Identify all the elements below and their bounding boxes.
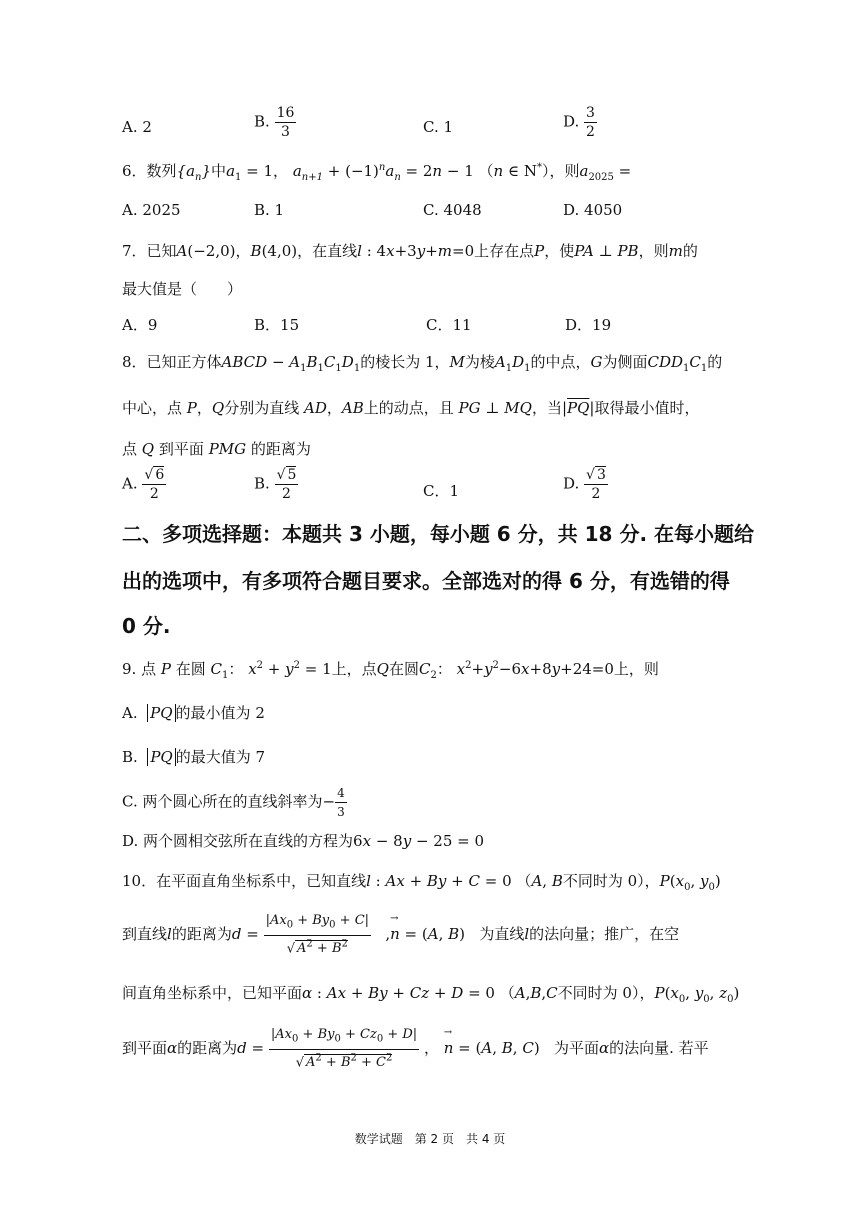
section2-heading-line3: 0 分.	[122, 614, 171, 638]
section2-heading-line1: 二、多项选择题：本题共 3 小题，每小题 6 分，共 18 分. 在每小题给	[122, 522, 755, 546]
q5-option-d	[563, 104, 597, 141]
q9-stem: 9. 点 P 在圆 $C_1$： $x^2 + y^2 = 1$上，点Q在圆$C_2$： $x^2+y^2-6x+8y+24=0$上，则	[122, 660, 659, 681]
q6-option-c: C. 4048	[423, 201, 482, 219]
q9-option-c: C. 两个圆心所在的直线斜率为− $\frac{4}{3}$	[122, 786, 345, 819]
q5-option-a: A. 2	[122, 118, 152, 136]
q6-stem: 6．数列$\{a_n\}$中$a_1 = 1$， $a_{n+1} + (-1)^na_n = 2n - 1$ （n ∈ N*），则$a_{2025}$ =	[122, 162, 632, 183]
q9-option-b: B. PQ 的最大值为 7	[122, 748, 266, 766]
q7-stem: 7．已知A(−2,0)，B(4,0)，在直线l : 4x+3y+m=0上存在点P，使PA ⊥ PB，则m的	[122, 242, 698, 260]
q5-option-b-prefix: B.	[254, 112, 270, 131]
q5-option-d-fraction: $\frac{3}{2}$	[586, 105, 595, 140]
q7-option-c: C．11	[426, 316, 472, 334]
q7-stem-line2: 最大值是（ ）	[122, 280, 243, 298]
q5-option-d-prefix: D.	[563, 112, 580, 131]
q7-option-d: D．19	[565, 316, 612, 334]
q8-option-c: C．1	[423, 482, 460, 500]
page-footer: 数学试题 第 2 页 共 4 页	[354, 1132, 506, 1146]
q8-stem: 8．已知正方体ABCD − $A_1B_1C_1D_1$的棱长为 1，M为棱$A_1D_1$的中点，G为侧面$CDD_1C_1$的	[122, 353, 723, 374]
q6-option-d: D. 4050	[563, 201, 623, 219]
q9-option-d: D. 两个圆相交弦所在直线的方程为6x − 8y − 25 = 0	[122, 832, 485, 850]
q5-option-b-fraction: $\frac{16}{3}$	[276, 105, 295, 140]
q6-option-a: A. 2025	[122, 201, 181, 219]
q10-stem-line2: 到直线l的距离为d = $\frac{|Ax_0 + By_0 + C|}{√ A^2 + B^2}$ ,→ n = (A, B) 为直线l的法向量；推广，在空	[122, 912, 679, 958]
q8-stem-line2: 中心，点 P，Q分别为直线 AD，AB上的动点，且 PG ⊥ MQ，当$|\overline{PQ}|$取得最小值时，	[122, 399, 700, 417]
q10-stem-line4: 到平面α的距离为d = $\frac{|Ax_0 + By_0 + Cz_0 + D|}{√ A^2 + B^2 + C^2}$ ， → n = (A, B, C) 为平面α的法向量. 若平	[122, 1026, 709, 1072]
q10-stem-line1: 10．在平面直角坐标系中，已知直线l : Ax + By + C = 0 （A, B不同时为 0），$P(x_0$, $y_0$)	[122, 872, 721, 893]
q7-option-b: B．15	[254, 316, 300, 334]
q8-option-b: B. $\frac{√ 5}{2}$	[254, 467, 297, 502]
q7-option-a: A．9	[122, 316, 158, 334]
section2-heading-line2: 出的选项中，有多项符合题目要求。全部选对的得 6 分，有选错的得	[122, 569, 730, 593]
q6-option-b: B. 1	[254, 201, 285, 219]
q8-option-a: A. $\frac{√ 6}{2}$	[122, 467, 165, 502]
q5-option-b	[254, 104, 296, 141]
q8-stem-line3: 点 Q 到平面 PMG 的距离为	[122, 440, 311, 458]
q8-option-d: D. $\frac{√ 3}{2}$	[563, 467, 606, 502]
q9-option-a: A. PQ 的最小值为 2	[122, 704, 265, 722]
q5-option-c: C. 1	[423, 118, 454, 136]
q10-stem-line3: 间直角坐标系中，已知平面α : Ax + By + Cz + D = 0 （A,B,C不同时为 0），$P(x_0$, $y_0$, $z_0$)	[122, 984, 740, 1005]
